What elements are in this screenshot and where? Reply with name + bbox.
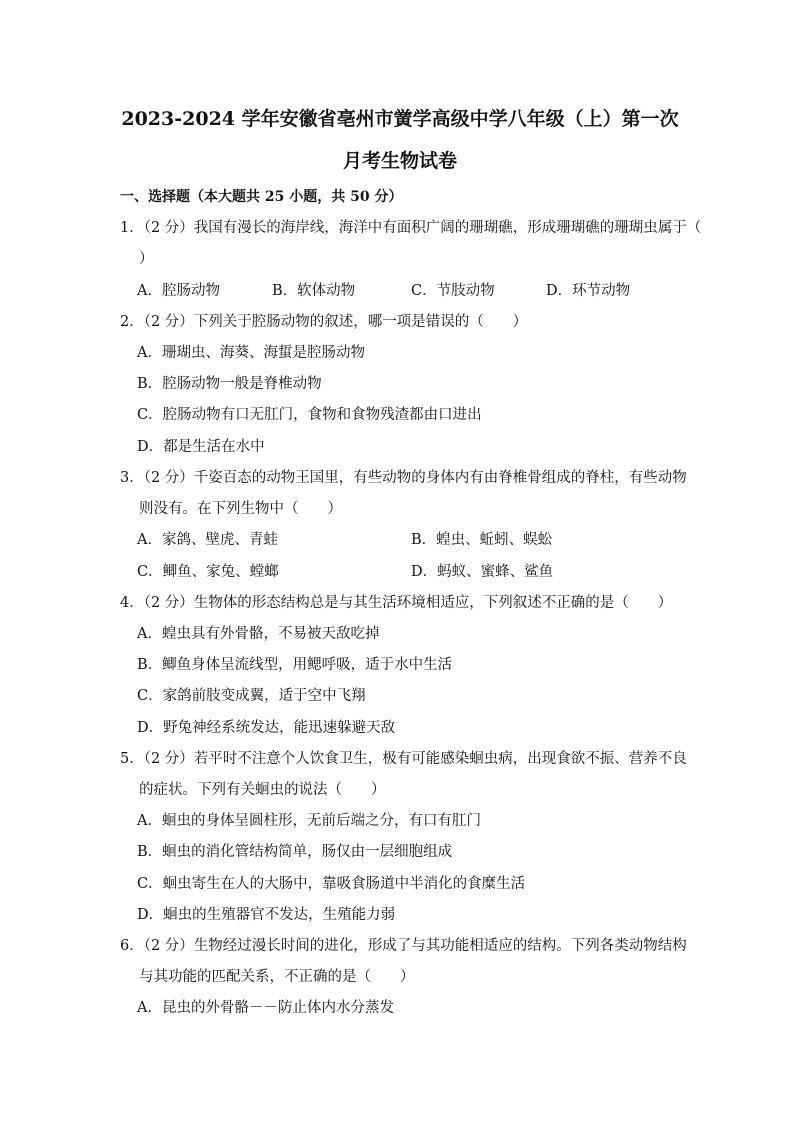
question-1-option-a: A．腔肠动物 bbox=[137, 283, 220, 299]
question-1-stem: 1．（2 分）我国有漫长的海岸线，海洋中有面积广阔的珊瑚礁，形成珊瑚礁的珊瑚虫属于（ bbox=[120, 220, 702, 236]
question-4-stem: 4．（2 分）生物体的形态结构总是与其生活环境相适应，下列叙述不正确的是（ ） bbox=[120, 595, 673, 611]
question-2-stem: 2．（2 分）下列关于腔肠动物的叙述，哪一项是错误的（ ） bbox=[120, 314, 528, 330]
question-3-option-d: D．蚂蚁、蜜蜂、鲨鱼 bbox=[411, 564, 554, 580]
section-heading: 一、选择题（本大题共 25 小题，共 50 分） bbox=[120, 189, 403, 205]
question-5-option-b: B．蛔虫的消化管结构简单，肠仅由一层细胞组成 bbox=[137, 844, 453, 860]
question-4-option-a: A．蝗虫具有外骨骼，不易被天敌吃掉 bbox=[137, 626, 380, 642]
page-title-line2: 月考生物试卷 bbox=[342, 150, 457, 172]
question-3-option-b: B．蝗虫、蚯蚓、蜈蚣 bbox=[411, 532, 553, 548]
page-title-line1: 2023-2024 学年安徽省亳州市黉学高级中学八年级（上）第一次 bbox=[121, 108, 679, 130]
question-3-stem: 3．（2 分）千姿百态的动物王国里，有些动物的身体内有由脊椎骨组成的脊柱，有些动物 bbox=[120, 470, 687, 486]
question-2-option-a: A．珊瑚虫、海葵、海蜇是腔肠动物 bbox=[137, 345, 365, 361]
question-1-stem-cont: ） bbox=[139, 251, 154, 267]
question-5-stem: 5．（2 分）若平时不注意个人饮食卫生，极有可能感染蛔虫病，出现食欲不振、营养不良 bbox=[120, 751, 687, 767]
question-6-stem: 6．（2 分）生物经过漫长时间的进化，形成了与其功能相适应的结构。下列各类动物结构 bbox=[120, 938, 687, 954]
question-5-stem-cont: 的症状。下列有关蛔虫的说法（ ） bbox=[139, 782, 386, 798]
question-2-option-d: D．都是生活在水中 bbox=[137, 439, 265, 455]
question-5-option-d: D．蛔虫的生殖器官不发达，生殖能力弱 bbox=[137, 907, 396, 923]
question-2-option-b: B．腔肠动物一般是脊椎动物 bbox=[137, 376, 322, 392]
question-5-option-a: A．蛔虫的身体呈圆柱形，无前后端之分，有口有肛门 bbox=[137, 813, 481, 829]
question-3-option-a: A．家鸽、壁虎、青蛙 bbox=[137, 532, 278, 548]
question-3-option-c: C．鲫鱼、家兔、螳螂 bbox=[137, 564, 279, 580]
question-5-option-c: C．蛔虫寄生在人的大肠中，靠吸食肠道中半消化的食糜生活 bbox=[137, 876, 526, 892]
question-4-option-d: D．野兔神经系统发达，能迅速躲避天敌 bbox=[137, 720, 396, 736]
question-4-option-c: C．家鸽前肢变成翼，适于空中飞翔 bbox=[137, 688, 366, 704]
question-1-option-d: D．环节动物 bbox=[546, 283, 631, 299]
question-2-option-c: C．腔肠动物有口无肛门，食物和食物残渣都由口进出 bbox=[137, 407, 482, 423]
question-4-option-b: B．鲫鱼身体呈流线型，用鳃呼吸，适于水中生活 bbox=[137, 657, 453, 673]
question-6-option-a: A．昆虫的外骨骼－－防止体内水分蒸发 bbox=[137, 1000, 394, 1016]
question-1-option-b: B．软体动物 bbox=[272, 283, 356, 299]
question-6-stem-cont: 与其功能的匹配关系，不正确的是（ ） bbox=[139, 969, 415, 985]
question-3-stem-cont: 则没有。在下列生物中（ ） bbox=[139, 501, 342, 517]
question-1-option-c: C．节肢动物 bbox=[411, 283, 495, 299]
